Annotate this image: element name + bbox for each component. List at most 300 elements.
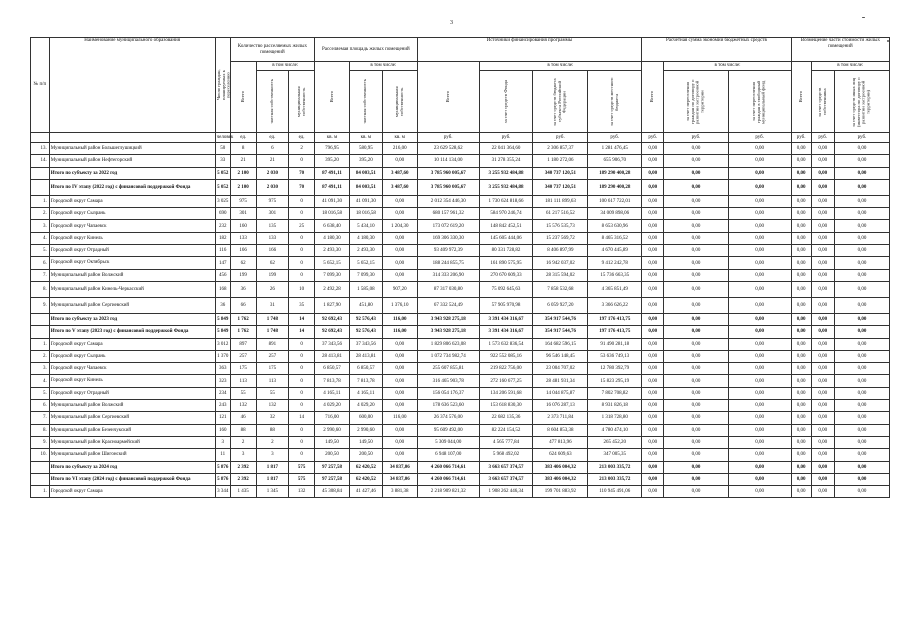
value-cell: 3 943 928 275,18 [417, 313, 479, 325]
value-cell: 36 [230, 281, 256, 297]
value-cell: 0,00 [811, 326, 834, 338]
municipality-name: Итого по V этапу (2023 год) с финансовой поддержкой Фонда [49, 326, 215, 338]
value-cell: 6 059 927,20 [533, 297, 588, 313]
value-cell: 18 016,58 [349, 208, 382, 220]
value-cell: 0 [289, 387, 315, 399]
value-cell: 0,00 [664, 208, 728, 220]
value-cell: 0,00 [834, 179, 889, 195]
value-cell: 97 257,58 [314, 461, 349, 473]
table-row [31, 257, 890, 269]
value-cell: 0,00 [834, 245, 889, 257]
value-cell: 0,00 [791, 313, 811, 325]
value-cell: 133 [230, 232, 256, 244]
value-cell: 175 [256, 363, 289, 375]
value-cell: 110 945 491,06 [588, 486, 642, 498]
value-cell: 10 114 134,00 [417, 155, 479, 167]
row-number: 3. [31, 220, 50, 232]
value-cell: 34 837,06 [382, 461, 417, 473]
row-number: 1. [31, 338, 50, 350]
header-area-incl: в том числе: [349, 62, 417, 71]
value-cell: 3 391 434 316,67 [479, 313, 533, 325]
value-cell: 2 392 [230, 461, 256, 473]
unit-cell: руб. [479, 133, 533, 143]
value-cell: 173 072 619,20 [417, 220, 479, 232]
municipality-name: Городской округ Самара [49, 195, 215, 207]
value-cell: 0,00 [791, 424, 811, 436]
value-cell: 7 813,78 [349, 375, 382, 387]
header-comp-total: Всего [791, 62, 811, 133]
value-cell: 0,00 [664, 297, 728, 313]
value-cell: 100 617 722,01 [588, 195, 642, 207]
total-row [31, 473, 890, 485]
value-cell: 75 092 645,63 [479, 281, 533, 297]
value-cell: 8 653 630,96 [588, 220, 642, 232]
value-cell: 0,00 [811, 220, 834, 232]
row-number: 14. [31, 155, 50, 167]
value-cell: 0,00 [834, 387, 889, 399]
value-cell: 0,00 [664, 387, 728, 399]
value-cell: 70 [289, 179, 315, 195]
value-cell: 5 652,15 [349, 257, 382, 269]
total-row [31, 167, 890, 179]
header-comp-group: Возмещение части стоимости жилых помещений [791, 38, 889, 62]
value-cell: 0,00 [834, 424, 889, 436]
value-cell: 0 [289, 245, 315, 257]
value-cell: 0,00 [642, 195, 664, 207]
value-cell: 323 [215, 375, 230, 387]
value-cell: 15 237 569,72 [533, 232, 588, 244]
value-cell: 0,00 [834, 350, 889, 362]
value-cell: 3 025 [215, 195, 230, 207]
header-fin-regional: за счет средств бюджета субъекта Российской Федерации [533, 71, 588, 133]
value-cell: 716,00 [314, 412, 349, 424]
table-row [31, 208, 890, 220]
value-cell: 0,00 [811, 232, 834, 244]
value-cell: 14 [289, 326, 315, 338]
value-cell: 0,00 [811, 461, 834, 473]
value-cell: 0,00 [642, 350, 664, 362]
value-cell: 36 [215, 297, 230, 313]
value-cell: 975 [230, 195, 256, 207]
value-cell: 0,00 [791, 167, 811, 179]
value-cell: 0,00 [664, 143, 728, 155]
value-cell: 33 [215, 155, 230, 167]
value-cell: 1 072 734 982,74 [417, 350, 479, 362]
value-cell: 0,00 [728, 350, 791, 362]
row-number: 2. [31, 350, 50, 362]
value-cell: 93 409 972,39 [417, 245, 479, 257]
value-cell: 0,00 [791, 143, 811, 155]
value-cell: 3 391 434 316,67 [479, 326, 533, 338]
value-cell: 0,00 [834, 297, 889, 313]
value-cell: 0 [289, 257, 315, 269]
value-cell: 0,00 [382, 400, 417, 412]
value-cell: 166 [230, 245, 256, 257]
value-cell: 62 420,52 [349, 461, 382, 473]
value-cell: 16 942 037,02 [533, 257, 588, 269]
value-cell: 0,00 [834, 326, 889, 338]
value-cell: 0,00 [728, 208, 791, 220]
unit-cell: руб. [588, 133, 642, 143]
row-number: 2. [31, 208, 50, 220]
value-cell: 0 [289, 375, 315, 387]
row-number: 6. [31, 257, 50, 269]
municipality-name: Муниципальный район Нефтегорский [49, 155, 215, 167]
value-cell: 1 748 [256, 326, 289, 338]
row-number [31, 167, 50, 179]
value-cell: 116,00 [382, 326, 417, 338]
value-cell: 3 012 [215, 338, 230, 350]
value-cell: 354 917 544,76 [533, 326, 588, 338]
units-row [31, 133, 890, 143]
value-cell: 84 003,51 [349, 167, 382, 179]
unit-cell: кв. м [382, 133, 417, 143]
value-cell: 0,00 [642, 449, 664, 461]
table-row [31, 232, 890, 244]
value-cell: 0,00 [728, 363, 791, 375]
value-cell: 4 780 474,10 [588, 424, 642, 436]
municipality-name: Муниципальный район Волжский [49, 269, 215, 281]
value-cell: 41 091,30 [314, 195, 349, 207]
value-cell: 97 257,58 [314, 473, 349, 485]
value-cell: 0,00 [834, 269, 889, 281]
value-cell: 0,00 [811, 363, 834, 375]
value-cell: 0,00 [664, 326, 728, 338]
value-cell: 45 308,84 [314, 486, 349, 498]
table-row [31, 424, 890, 436]
value-cell: 37 343,56 [314, 338, 349, 350]
value-cell: 0,00 [791, 461, 811, 473]
value-cell: 0,00 [811, 179, 834, 195]
header-fin-local: за счет средств местного бюджета [588, 71, 642, 133]
value-cell: 0,00 [664, 449, 728, 461]
value-cell: 0,00 [834, 220, 889, 232]
value-cell: 0,00 [642, 363, 664, 375]
value-cell: 160 [215, 424, 230, 436]
value-cell: 4 565 777,84 [479, 436, 533, 448]
value-cell: 160 [230, 220, 256, 232]
value-cell: 0 [289, 195, 315, 207]
row-number: 6. [31, 400, 50, 412]
header-comp-incl: в том числе: [811, 62, 889, 71]
value-cell: 23 629 528,62 [417, 143, 479, 155]
row-number: 1. [31, 486, 50, 498]
value-cell: 14 044 875,87 [533, 387, 588, 399]
header-qty-incl: в том числе: [256, 62, 314, 71]
value-cell: 189 290 400,28 [588, 167, 642, 179]
value-cell: 0,00 [664, 350, 728, 362]
value-cell: 200,50 [314, 449, 349, 461]
value-cell: 0,00 [811, 143, 834, 155]
value-cell: 55 [230, 387, 256, 399]
row-number [31, 313, 50, 325]
scan-speck [862, 17, 865, 18]
value-cell: 2 012 354 446,30 [417, 195, 479, 207]
value-cell: 1 762 [230, 313, 256, 325]
value-cell: 0,00 [811, 400, 834, 412]
value-cell: 1 180 272,06 [533, 155, 588, 167]
value-cell: 0,00 [642, 313, 664, 325]
value-cell: 0,00 [664, 436, 728, 448]
value-cell: 149,50 [314, 436, 349, 448]
value-cell: 0,00 [834, 232, 889, 244]
municipality-name: Муниципальный район Безенчукский [49, 424, 215, 436]
unit-cell: кв. м [349, 133, 382, 143]
table-body [31, 143, 890, 498]
value-cell: 66 [230, 297, 256, 313]
value-cell: 0,00 [834, 473, 889, 485]
value-cell: 46 [230, 412, 256, 424]
value-cell: 16 076 287,13 [533, 400, 588, 412]
value-cell: 383 406 004,32 [533, 461, 588, 473]
value-cell: 257 [230, 350, 256, 362]
value-cell: 178 636 523,60 [417, 400, 479, 412]
municipality-name: Итого по субъекту за 2023 год [49, 313, 215, 325]
value-cell: 0,00 [728, 400, 791, 412]
value-cell: 1 204,30 [382, 220, 417, 232]
value-cell: 243 [215, 400, 230, 412]
value-cell: 897 [230, 338, 256, 350]
table-row [31, 155, 890, 167]
row-number: 1. [31, 195, 50, 207]
value-cell: 3 487,60 [382, 179, 417, 195]
value-cell: 161 890 575,95 [479, 257, 533, 269]
value-cell: 153 618 830,30 [479, 400, 533, 412]
value-cell: 0,00 [728, 297, 791, 313]
value-cell: 0,00 [664, 473, 728, 485]
value-cell: 1 585,08 [349, 281, 382, 297]
row-number: 7. [31, 412, 50, 424]
row-number: 7. [31, 269, 50, 281]
value-cell: 0,00 [382, 245, 417, 257]
row-number: 10. [31, 449, 50, 461]
value-cell: 0,00 [811, 281, 834, 297]
value-cell: 10 [289, 281, 315, 297]
table-row [31, 269, 890, 281]
value-cell: 12 780 392,79 [588, 363, 642, 375]
municipality-name: Городской округ Сызрань [49, 350, 215, 362]
value-cell: 0,00 [811, 486, 834, 498]
value-cell: 135 [256, 220, 289, 232]
value-cell: 0,00 [811, 208, 834, 220]
table-row [31, 400, 890, 412]
unit-cell: руб. [811, 133, 834, 143]
value-cell: 0,00 [811, 313, 834, 325]
value-cell: 0,00 [728, 195, 791, 207]
value-cell: 257 [256, 350, 289, 362]
value-cell: 0,00 [834, 257, 889, 269]
value-cell: 175 [230, 363, 256, 375]
value-cell: 3 [230, 449, 256, 461]
value-cell: 8 465 316,52 [588, 232, 642, 244]
value-cell: 26 374 576,00 [417, 412, 479, 424]
value-cell: 1 748 [256, 313, 289, 325]
value-cell: 67 332 524,49 [417, 297, 479, 313]
header-fin-fund: за счет средств Фонда [479, 71, 533, 133]
value-cell: 2 [256, 436, 289, 448]
value-cell: 0,00 [834, 195, 889, 207]
row-number [31, 461, 50, 473]
value-cell: 21 [256, 155, 289, 167]
value-cell: 0 [289, 436, 315, 448]
value-cell: 7 802 708,82 [588, 387, 642, 399]
value-cell: 25 [289, 220, 315, 232]
value-cell: 22 041 364,60 [479, 143, 533, 155]
value-cell: 0,00 [642, 473, 664, 485]
value-cell: 55 [256, 387, 289, 399]
value-cell: 2 392 [230, 473, 256, 485]
value-cell: 2 030 [256, 179, 289, 195]
header-comp-inv: за счет средств иных лиц (инвестора по договору о развитии застроенной территории) [834, 71, 889, 133]
table-row [31, 387, 890, 399]
header-econ-total: Всего [642, 62, 664, 133]
value-cell: 0,00 [811, 449, 834, 461]
municipality-name: Итого по VI этапу (2024 год) с финансовой поддержкой Фонда [49, 473, 215, 485]
value-cell: 0,00 [728, 143, 791, 155]
value-cell: 0,00 [382, 449, 417, 461]
municipality-name: Городской округ Самара [49, 486, 215, 498]
value-cell: 9 412 242,78 [588, 257, 642, 269]
value-cell: 4 260 066 714,61 [417, 461, 479, 473]
value-cell: 0,00 [382, 363, 417, 375]
value-cell: 92 576,43 [349, 313, 382, 325]
value-cell: 0,00 [664, 375, 728, 387]
value-cell: 2 373 711,84 [533, 412, 588, 424]
value-cell: 301 [230, 208, 256, 220]
value-cell: 347 005,35 [588, 449, 642, 461]
value-cell: 3 366 626,22 [588, 297, 642, 313]
value-cell: 0,00 [382, 436, 417, 448]
value-cell: 0,00 [642, 208, 664, 220]
value-cell: 0,00 [642, 167, 664, 179]
value-cell: 28 481 931,34 [533, 375, 588, 387]
value-cell: 0,00 [834, 363, 889, 375]
value-cell: 87 491,11 [314, 179, 349, 195]
municipality-name: Городской округ Октябрьск [49, 257, 215, 269]
header-qty-total: Всего [230, 62, 256, 133]
total-row [31, 179, 890, 195]
unit-cell: руб. [642, 133, 664, 143]
value-cell: 116,00 [382, 313, 417, 325]
value-cell: 121 [215, 412, 230, 424]
value-cell: 0,00 [664, 179, 728, 195]
value-cell: 8 406 897,99 [533, 245, 588, 257]
municipality-name: Муниципальный район Сергиевский [49, 412, 215, 424]
value-cell: 0,00 [382, 424, 417, 436]
value-cell: 0,00 [791, 297, 811, 313]
value-cell: 0,00 [642, 281, 664, 297]
value-cell: 34 009 898,06 [588, 208, 642, 220]
value-cell: 1 762 [230, 326, 256, 338]
value-cell: 232 [215, 220, 230, 232]
value-cell: 4 180,30 [349, 232, 382, 244]
value-cell: 116,00 [382, 412, 417, 424]
value-cell: 0,00 [728, 486, 791, 498]
value-cell: 0,00 [728, 424, 791, 436]
value-cell: 0,00 [811, 424, 834, 436]
value-cell: 6 850,57 [314, 363, 349, 375]
value-cell: 0,00 [642, 486, 664, 498]
value-cell: 164 682 596,15 [533, 338, 588, 350]
value-cell: 26 [256, 281, 289, 297]
value-cell: 3 785 960 005,67 [417, 167, 479, 179]
value-cell: 0,00 [642, 220, 664, 232]
row-number: 3. [31, 363, 50, 375]
unit-cell: руб. [728, 133, 791, 143]
value-cell: 6 638,40 [314, 220, 349, 232]
header-area-private: частная собственность [349, 71, 382, 133]
value-cell: 0,00 [791, 220, 811, 232]
value-cell: 8 [230, 143, 256, 155]
value-cell: 0,00 [791, 350, 811, 362]
value-cell: 0,00 [642, 257, 664, 269]
value-cell: 575 [289, 473, 315, 485]
header-area-total: Всего [314, 62, 349, 133]
value-cell: 0,00 [791, 400, 811, 412]
value-cell: 975 [256, 195, 289, 207]
page-number: 3 [450, 20, 453, 26]
value-cell: 0,00 [382, 269, 417, 281]
table-row [31, 449, 890, 461]
value-cell: 7 813,78 [314, 375, 349, 387]
value-cell: 0,00 [728, 281, 791, 297]
value-cell: 3 881,38 [382, 486, 417, 498]
value-cell: 3 344 [215, 486, 230, 498]
value-cell: 0,00 [728, 449, 791, 461]
unit-cell: руб. [791, 133, 811, 143]
table-row [31, 220, 890, 232]
value-cell: 0,00 [642, 297, 664, 313]
value-cell: 149,50 [349, 436, 382, 448]
value-cell: 4 670 445,89 [588, 245, 642, 257]
value-cell: 197 176 413,75 [588, 326, 642, 338]
value-cell: 0,00 [642, 424, 664, 436]
value-cell: 88 [256, 424, 289, 436]
value-cell: 0,00 [791, 269, 811, 281]
value-cell: 0,00 [642, 436, 664, 448]
unit-cell: руб. [834, 133, 889, 143]
value-cell: 0,00 [791, 257, 811, 269]
municipality-name: Муниципальный район Волжский [49, 400, 215, 412]
value-cell: 0,00 [811, 350, 834, 362]
value-cell: 133 [256, 232, 289, 244]
value-cell: 0,00 [834, 143, 889, 155]
value-cell: 92 692,43 [314, 326, 349, 338]
row-number [31, 473, 50, 485]
value-cell: 0,00 [382, 375, 417, 387]
value-cell: 0,00 [791, 179, 811, 195]
unit-cell: человек [215, 133, 230, 143]
value-cell: 0,00 [664, 486, 728, 498]
row-number: 4. [31, 375, 50, 387]
value-cell: 0,00 [664, 412, 728, 424]
value-cell: 182 [215, 232, 230, 244]
value-cell: 1 376,10 [382, 297, 417, 313]
value-cell: 2 990,60 [314, 424, 349, 436]
value-cell: 11 [215, 449, 230, 461]
value-cell: 922 552 085,16 [479, 350, 533, 362]
value-cell: 0,00 [642, 232, 664, 244]
value-cell: 1 370 [215, 350, 230, 362]
row-number: 13. [31, 143, 50, 155]
value-cell: 41 427,46 [349, 486, 382, 498]
value-cell: 0,00 [642, 326, 664, 338]
value-cell: 181 111 899,63 [533, 195, 588, 207]
value-cell: 0,00 [791, 195, 811, 207]
value-cell: 624 609,63 [533, 449, 588, 461]
value-cell: 0 [289, 269, 315, 281]
unit-cell: руб. [664, 133, 728, 143]
